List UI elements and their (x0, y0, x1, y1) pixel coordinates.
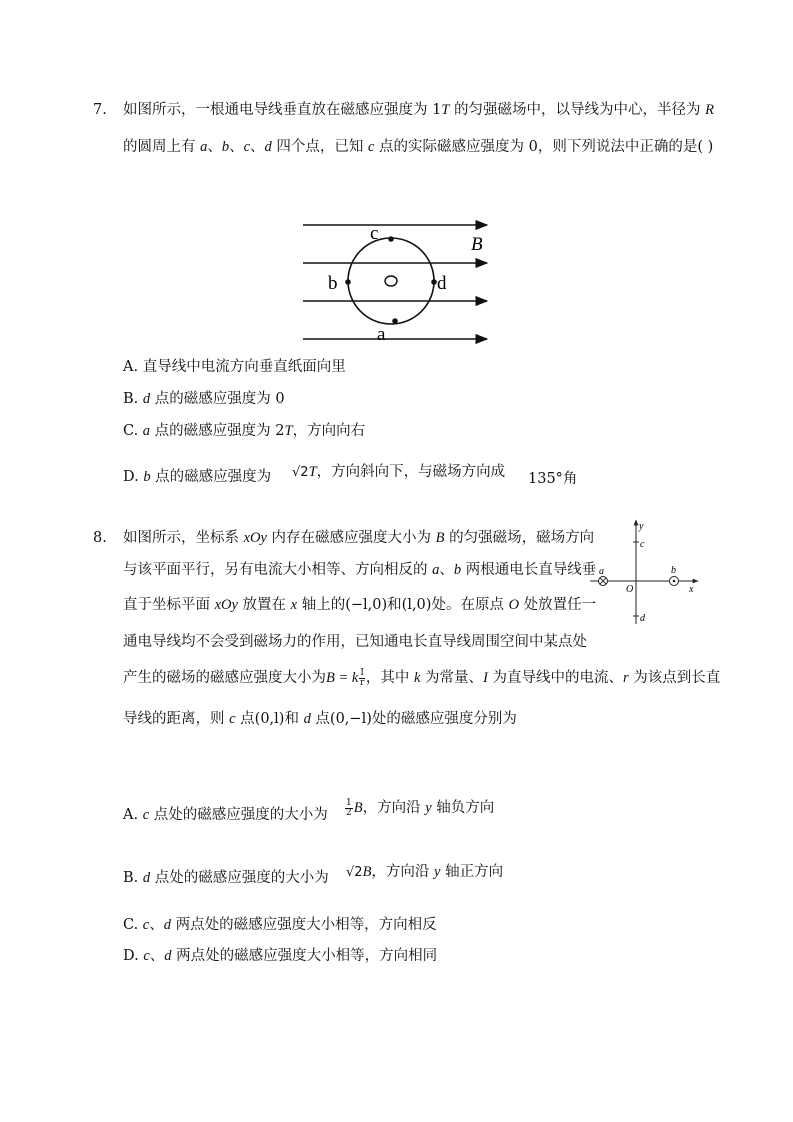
q7-option-b: B. d 点的磁感应强度为 0 (123, 391, 285, 407)
circle-path (348, 238, 434, 324)
wire-a-into-page (599, 577, 608, 586)
label-a: a (377, 324, 386, 345)
q7-option-c: C. a 点的磁感应强度为 2T，方向向右 (123, 423, 366, 439)
q8-stem-line3: 直于坐标平面 xOy 放置在 x 轴上的(−l,0)和(l,0)处。在原点 O 处放置任一 (123, 597, 597, 613)
label-b: b (328, 273, 338, 294)
label-x: x (689, 584, 694, 595)
q7-figure (295, 212, 505, 352)
q8-option-b: B. d 点处的磁感应强度的大小为 (123, 870, 329, 886)
q8-option-a: A. c 点处的磁感应强度的大小为 (123, 807, 328, 823)
label-b: b (671, 565, 676, 576)
label-O: O (626, 584, 634, 595)
q7-option-d: D. b 点的磁感应强度为 (123, 469, 272, 485)
label-c: c (640, 539, 645, 550)
q8-stem-line5: 产生的磁场的磁感应强度大小为B = k $\frac{I}{r}$ ，其中 k 为常量、I 为直导线中的电流、r 为该点到长直 (123, 667, 721, 688)
q7-option-d-sqrt: √2T，方向斜向下，与磁场方向成 (292, 464, 506, 480)
fraction-I-over-r: $\frac{I}{r}$ (359, 667, 365, 688)
q7-option-d-angle: 135°角 (528, 471, 578, 487)
wire-symbol (385, 276, 397, 286)
q8-option-c: C. c、d 两点处的磁感应强度大小相等，方向相反 (123, 917, 437, 933)
point-b (345, 279, 351, 285)
q8-figure (586, 516, 704, 628)
label-B: B (471, 234, 483, 255)
q8-option-d: D. c、d 两点处的磁感应强度大小相等，方向相同 (123, 948, 438, 964)
q8-option-a-value: $\frac{1}{2}$ B，方向沿 y 轴负方向 (346, 797, 495, 818)
q8-stem-line1: 如图所示，坐标系 xOy 内存在磁感应强度大小为 B 的匀强磁场，磁场方向 (123, 530, 595, 546)
label-d: d (640, 613, 645, 624)
label-d: d (437, 273, 447, 294)
label-y: y (639, 521, 644, 532)
q7-number: 7. (93, 102, 107, 118)
q7-stem-line2: 的圆周上有 a、b、c、d 四个点，已知 c 点的实际磁感应强度为 0，则下列说法中正确的是( ) (123, 139, 714, 155)
fraction-one-half: $\frac{1}{2}$ (346, 797, 352, 818)
wire-b-out-of-page (670, 577, 679, 586)
label-a: a (599, 566, 604, 577)
q8-option-b-value: √2B，方向沿 y 轴正方向 (346, 864, 504, 880)
label-c: c (370, 223, 379, 244)
q8-stem-line2: 与该平面平行，另有电流大小相等、方向相反的 a、b 两根通电长直导线垂 (123, 562, 597, 578)
q7-stem-line1: 如图所示，一根通电导线垂直放在磁感应强度为 1T 的匀强磁场中，以导线为中心，半径为 R (123, 102, 714, 118)
q8-stem-line6: 导线的距离，则 c 点(0,l)和 d 点(0,−l)处的磁感应强度分别为 (123, 711, 517, 727)
point-a (392, 318, 398, 324)
point-c (388, 236, 394, 242)
q7-option-a: A. 直导线中电流方向垂直纸面向里 (123, 359, 346, 375)
point-d (431, 279, 437, 285)
q8-number: 8. (93, 530, 107, 546)
q8-stem-line4: 通电导线均不会受到磁场力的作用，已知通电长直导线周围空间中某点处 (123, 634, 587, 650)
